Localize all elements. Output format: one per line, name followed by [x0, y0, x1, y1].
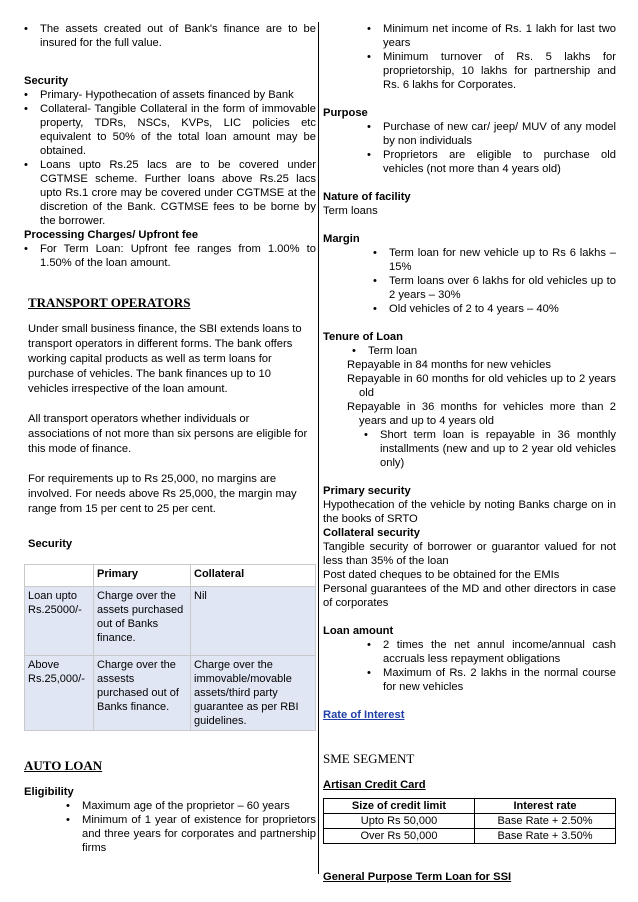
- margin-item: • Term loans over 6 lakhs for old vehicles up to 2 years – 30%: [323, 274, 616, 302]
- tenure-bullet: • Term loan: [352, 344, 616, 358]
- primary-security-text: Hypothecation of the vehicle by noting Banks charge on in the books of SRTO: [323, 499, 616, 525]
- auto-loan-heading: AUTO LOAN: [24, 758, 103, 773]
- artisan-heading: Artisan Credit Card: [323, 779, 426, 791]
- column-divider: [318, 22, 319, 874]
- table-header-cell: Primary: [94, 565, 191, 587]
- artisan-row: [324, 814, 616, 829]
- primary-security-heading: Primary security: [323, 485, 411, 497]
- processing-list: [24, 242, 316, 270]
- table-header-row: [25, 565, 316, 587]
- purpose-item: • Proprietors are eligible to purchase old vehicles (not more than 4 years old): [323, 148, 616, 176]
- margin-list: [323, 246, 616, 316]
- margin-item: • Term loan for new vehicle up to Rs 6 lakhs – 15%: [323, 246, 616, 274]
- table-header-cell: [25, 565, 94, 587]
- artisan-cell: Upto Rs 50,000: [324, 814, 475, 829]
- general-purpose-heading: General Purpose Term Loan for SSI: [323, 871, 512, 883]
- sme-segment-heading: SME SEGMENT: [323, 751, 415, 766]
- artisan-header-cell: Interest rate: [475, 799, 616, 814]
- purpose-heading: Purpose: [323, 107, 368, 119]
- table-cell: Charge over the immovable/movable assets/third party guarantee as per RBI guidelines.: [191, 656, 316, 731]
- margin-item: • Old vehicles of 2 to 4 years – 40%: [323, 302, 616, 316]
- security-table: [24, 564, 316, 731]
- tenure-lines: [323, 358, 616, 428]
- artisan-row: [324, 829, 616, 844]
- tenure-short-item: • Short term loan is repayable in 36 monthly installments (new and up to 2 year old vehicles only): [364, 428, 616, 470]
- collateral-line: Tangible security of borrower or guarantor valued for not less than 35% of the loan: [323, 541, 616, 567]
- loan-amount-item: • 2 times the net annul income/annual cash accruals less repayment obligations: [323, 638, 616, 666]
- loan-amount-item: • Maximum of Rs. 2 lakhs in the normal course for new vehicles: [323, 666, 616, 694]
- collateral-security-heading: Collateral security: [323, 527, 421, 539]
- left-column: [24, 22, 316, 855]
- table-header-cell: Collateral: [191, 565, 316, 587]
- artisan-cell: Base Rate + 3.50%: [475, 829, 616, 844]
- nature-heading: Nature of facility: [323, 191, 411, 203]
- security-heading: Security: [24, 75, 69, 87]
- collateral-line: Post dated cheques to be obtained for the EMIs: [323, 569, 560, 581]
- security-item: • Collateral- Tangible Collateral in the form of immovable property, TDRs, NSCs, KVPs, LIC policies etc equivalent to 50% of the total loan amount may be obtained.: [24, 102, 316, 158]
- transport-para: Under small business finance, the SBI extends loans to transport operators in different forms. The bank offers working capital products as well as term loans for purchase of vehicles. The bank finances up to 10 vehicles irrespective of the loan amount.: [28, 323, 302, 395]
- eligibility-heading: Eligibility: [24, 786, 74, 798]
- nature-text: Term loans: [323, 205, 378, 217]
- eligibility-continued-list: [323, 22, 616, 92]
- artisan-rate-table: [323, 798, 616, 844]
- security-item: • Loans upto Rs.25 lacs are to be covered under CGTMSE scheme. Further loans above Rs.25 lacs upto Rs.1 crore may be covered under CGTMSE at the discretion of the Bank. CGTMSE fees to be borne by the borrower.: [24, 158, 316, 228]
- table-cell: Nil: [191, 587, 316, 656]
- transport-para: For requirements up to Rs 25,000, no margins are involved. For needs above Rs 25,000, the margin may range from 15 per cent to 25 per cent.: [28, 473, 297, 515]
- loan-amount-heading: Loan amount: [323, 625, 394, 637]
- right-column: [323, 22, 616, 884]
- tenure-short-list: [364, 428, 616, 470]
- table-cell: Loan upto Rs.25000/-: [25, 587, 94, 656]
- table-cell: Charge over the assets purchased out of Banks finance.: [94, 587, 191, 656]
- table-cell: Above Rs.25,000/-: [25, 656, 94, 731]
- transport-body: [28, 322, 312, 517]
- collateral-line: Personal guarantees of the MD and other directors in case of corporates: [323, 583, 616, 609]
- eligibility-list: [24, 799, 316, 855]
- eligibility-item: • Minimum of 1 year of existence for proprietors and three years for corporates and partnership firms: [24, 813, 316, 855]
- assets-bullet: • The assets created out of Bank's finance are to be insured for the full value.: [24, 22, 316, 50]
- artisan-header-cell: Size of credit limit: [324, 799, 475, 814]
- table-row: [25, 656, 316, 731]
- eligibility-item: • Minimum net income of Rs. 1 lakh for last two years: [323, 22, 616, 50]
- table-security-heading: Security: [28, 538, 73, 550]
- tenure-heading: Tenure of Loan: [323, 331, 403, 343]
- table-cell: Charge over the assests purchased out of Banks finance.: [94, 656, 191, 731]
- rate-of-interest-link[interactable]: Rate of Interest: [323, 709, 405, 721]
- assets-list: [24, 22, 316, 50]
- artisan-cell: Over Rs 50,000: [324, 829, 475, 844]
- security-list: [24, 88, 316, 228]
- security-item: • Primary- Hypothecation of assets financed by Bank: [24, 88, 316, 102]
- margin-heading: Margin: [323, 233, 360, 245]
- tenure-line: Repayable in 84 months for new vehicles: [347, 359, 551, 371]
- processing-item: • For Term Loan: Upfront fee ranges from 1.00% to 1.50% of the loan amount.: [24, 242, 316, 270]
- eligibility-item: • Minimum turnover of Rs. 5 lakhs for proprietorship, 10 lakhs for partnership and Rs. 6 lakhs for Corporates.: [323, 50, 616, 92]
- artisan-header-row: [324, 799, 616, 814]
- loan-amount-list: [323, 638, 616, 694]
- tenure-line: Repayable in 36 months for vehicles more than 2 years and up to 4 years old: [347, 401, 616, 427]
- tenure-line: Repayable in 60 months for old vehicles up to 2 years old: [347, 373, 616, 399]
- transport-para: All transport operators whether individuals or associations of not more than six persons are eligible for this mode of finance.: [28, 413, 308, 455]
- artisan-cell: Base Rate + 2.50%: [475, 814, 616, 829]
- table-row: [25, 587, 316, 656]
- tenure-list: [352, 344, 616, 358]
- eligibility-item: • Maximum age of the proprietor – 60 years: [24, 799, 316, 813]
- purpose-item: • Purchase of new car/ jeep/ MUV of any model by non individuals: [323, 120, 616, 148]
- processing-heading: Processing Charges/ Upfront fee: [24, 229, 199, 241]
- purpose-list: [323, 120, 616, 176]
- transport-heading: TRANSPORT OPERATORS: [28, 295, 191, 310]
